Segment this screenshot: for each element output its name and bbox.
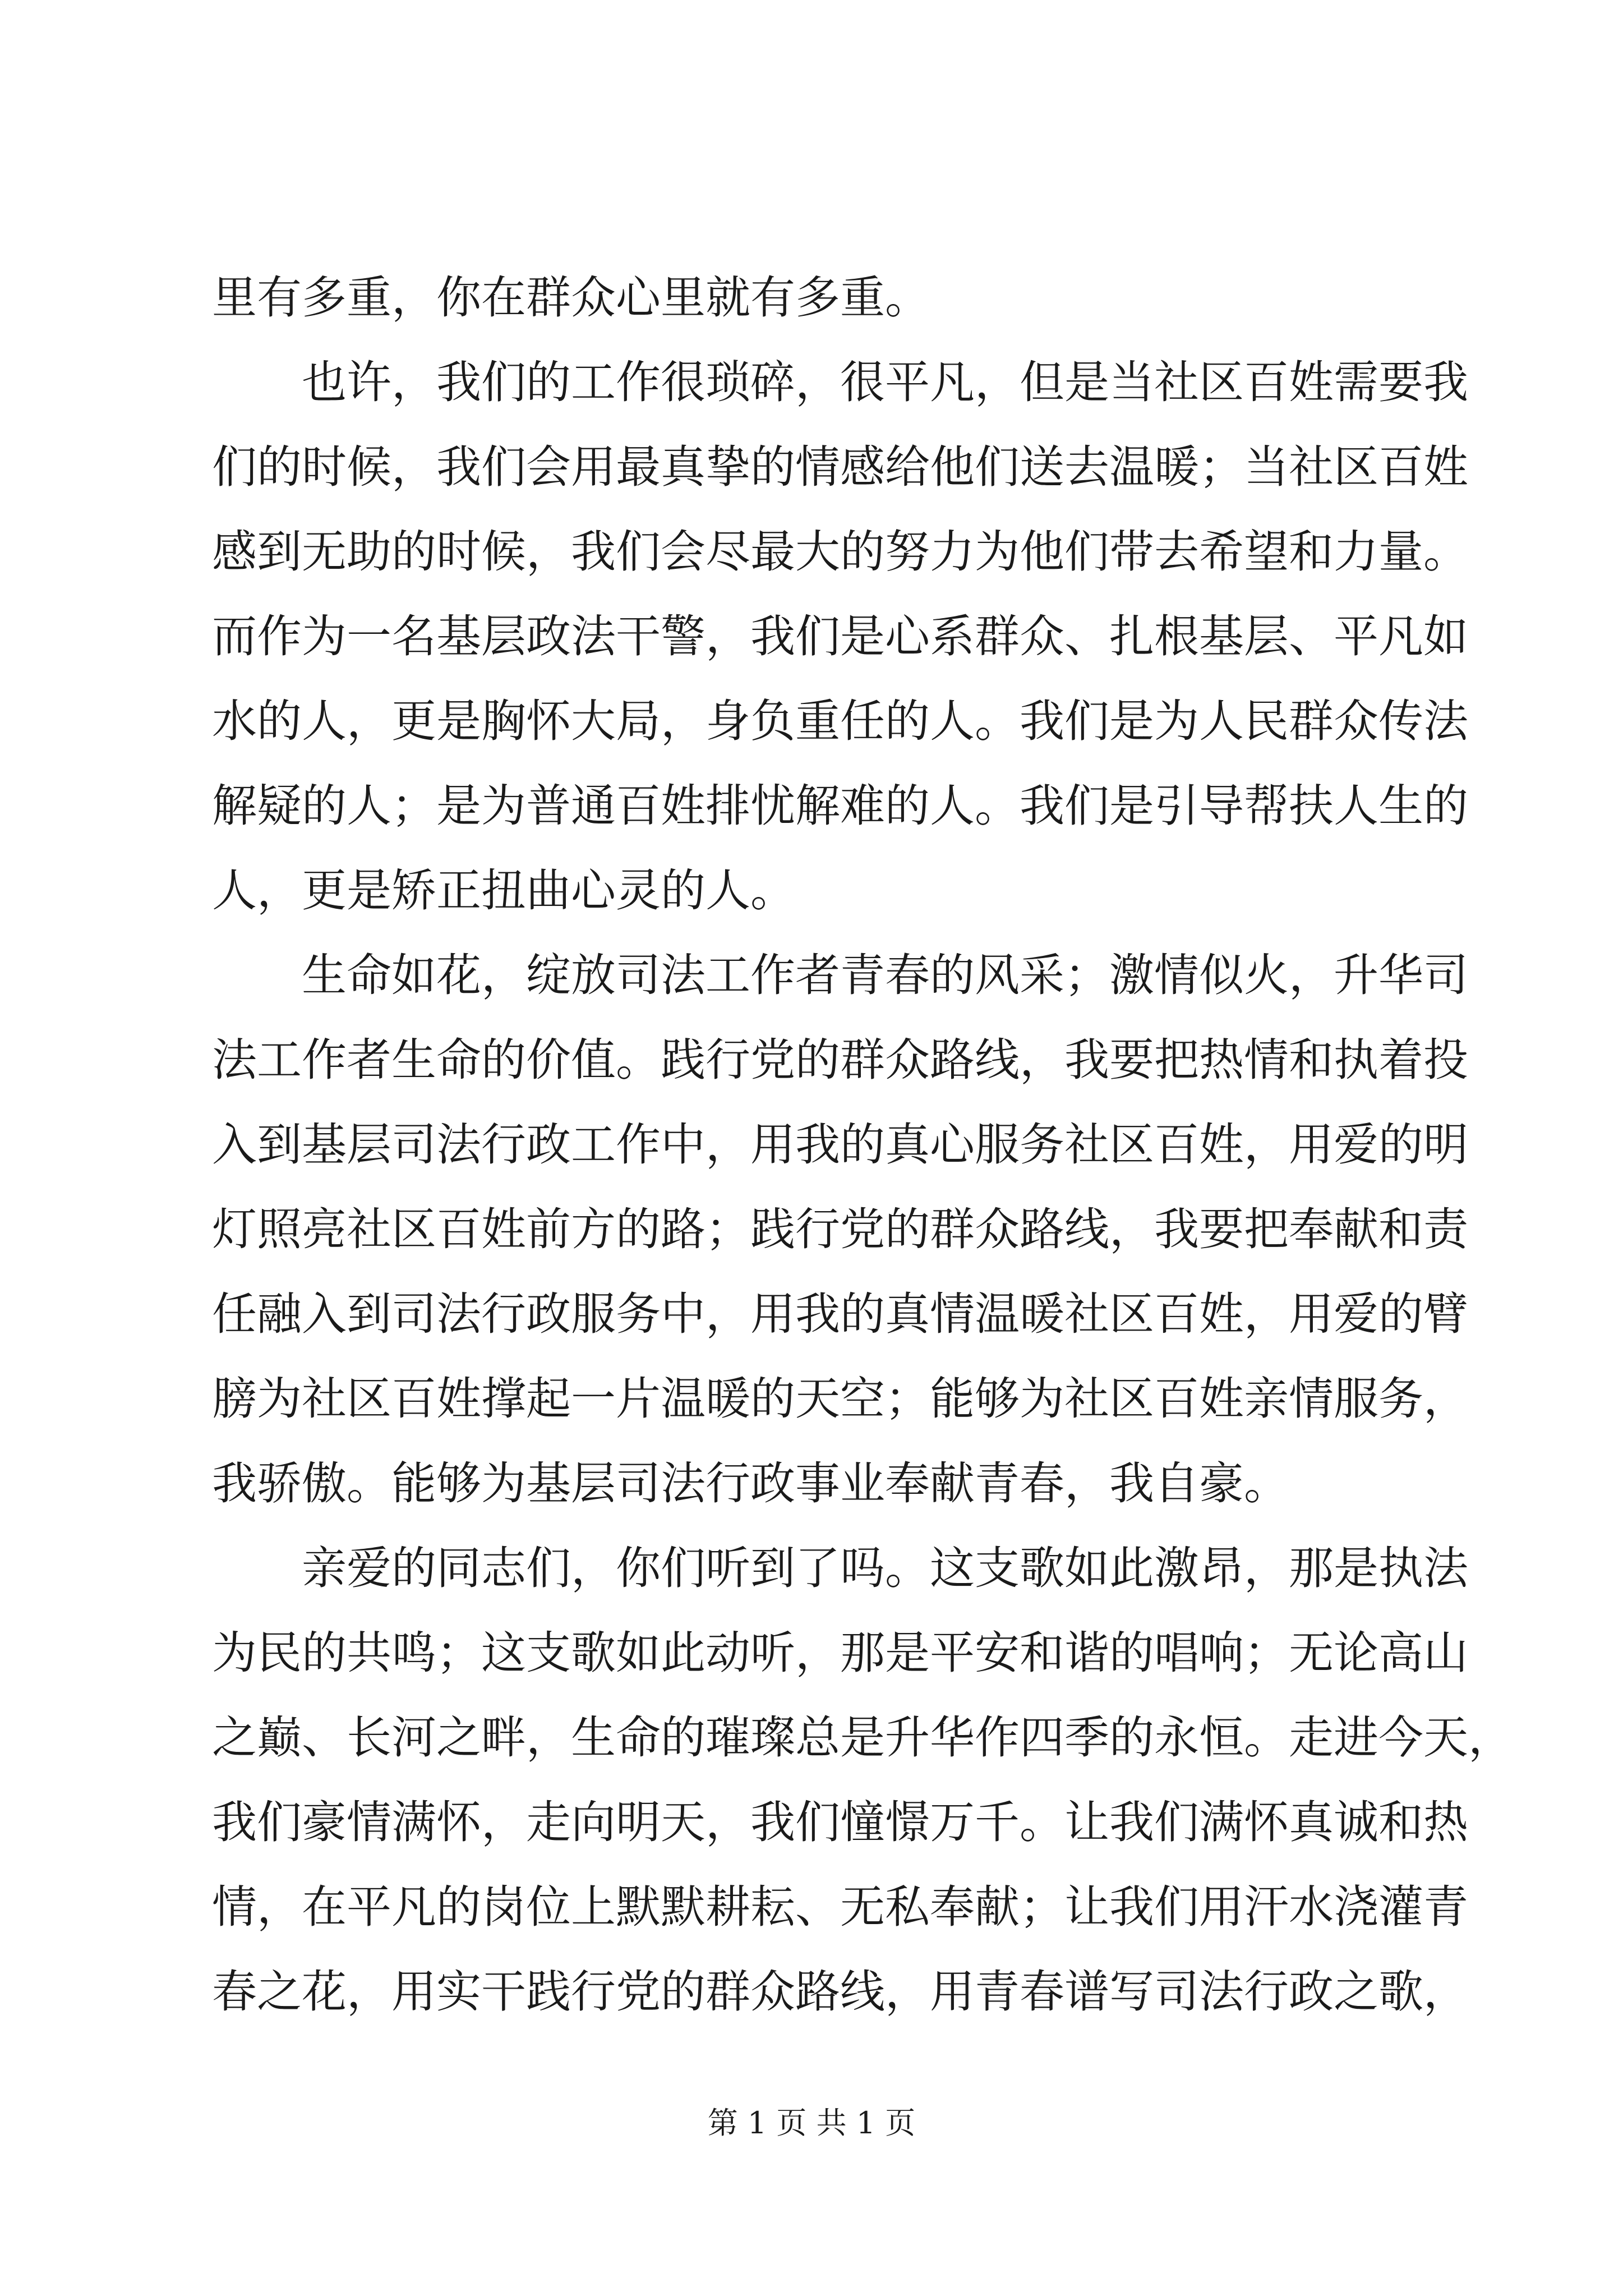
page-number: 第 1 页 共 1 页 [707, 2105, 916, 2141]
body-text [212, 255, 1513, 2034]
text-line: 任融入到司法行政服务中，用我的真情温暖社区百姓，用爱的臂 [212, 1288, 1468, 1340]
text-line: 膀为社区百姓撑起一片温暖的天空；能够为社区百姓亲情服务， [212, 1373, 1468, 1425]
paragraph-first-line: 亲爱的同志们，你们听到了吗。这支歌如此激昂，那是执法 [302, 1542, 1468, 1594]
text-line: 之巅、长河之畔，生命的璀璨总是升华作四季的永恒。走进今天， [212, 1711, 1513, 1764]
text-line: 而作为一名基层政法干警，我们是心系群众、扎根基层、平凡如 [212, 610, 1468, 662]
text-line: 入到基层司法行政工作中，用我的真心服务社区百姓，用爱的明 [212, 1119, 1468, 1171]
text-line: 水的人，更是胸怀大局，身负重任的人。我们是为人民群众传法 [212, 695, 1468, 747]
text-line: 我骄傲。能够为基层司法行政事业奉献青春，我自豪。 [212, 1457, 1289, 1510]
text-line: 春之花，用实干践行党的群众路线，用青春谱写司法行政之歌， [212, 1966, 1468, 2018]
text-line: 感到无助的时候，我们会尽最大的努力为他们带去希望和力量。 [212, 526, 1468, 578]
page-footer [0, 2101, 1623, 2146]
paragraph-first-line: 生命如花，绽放司法工作者青春的风采；激情似火，升华司 [302, 949, 1468, 1001]
text-line: 们的时候，我们会用最真挚的情感给他们送去温暖；当社区百姓 [212, 441, 1468, 493]
text-line: 灯照亮社区百姓前方的路；践行党的群众路线，我要把奉献和责 [212, 1203, 1468, 1255]
text-line: 人，更是矫正扭曲心灵的人。 [212, 864, 795, 917]
text-line: 里有多重，你在群众心里就有多重。 [212, 272, 930, 324]
text-line: 法工作者生命的价值。践行党的群众路线，我要把热情和执着投 [212, 1034, 1468, 1086]
text-line: 我们豪情满怀，走向明天，我们憧憬万千。让我们满怀真诚和热 [212, 1796, 1468, 1848]
paragraph-first-line: 也许，我们的工作很琐碎，很平凡，但是当社区百姓需要我 [302, 356, 1468, 408]
text-line: 解疑的人；是为普通百姓排忧解难的人。我们是引导帮扶人生的 [212, 780, 1468, 832]
text-line: 情，在平凡的岗位上默默耕耘、无私奉献；让我们用汗水浇灌青 [212, 1881, 1468, 1933]
text-line: 为民的共鸣；这支歌如此动听，那是平安和谐的唱响；无论高山 [212, 1627, 1468, 1679]
